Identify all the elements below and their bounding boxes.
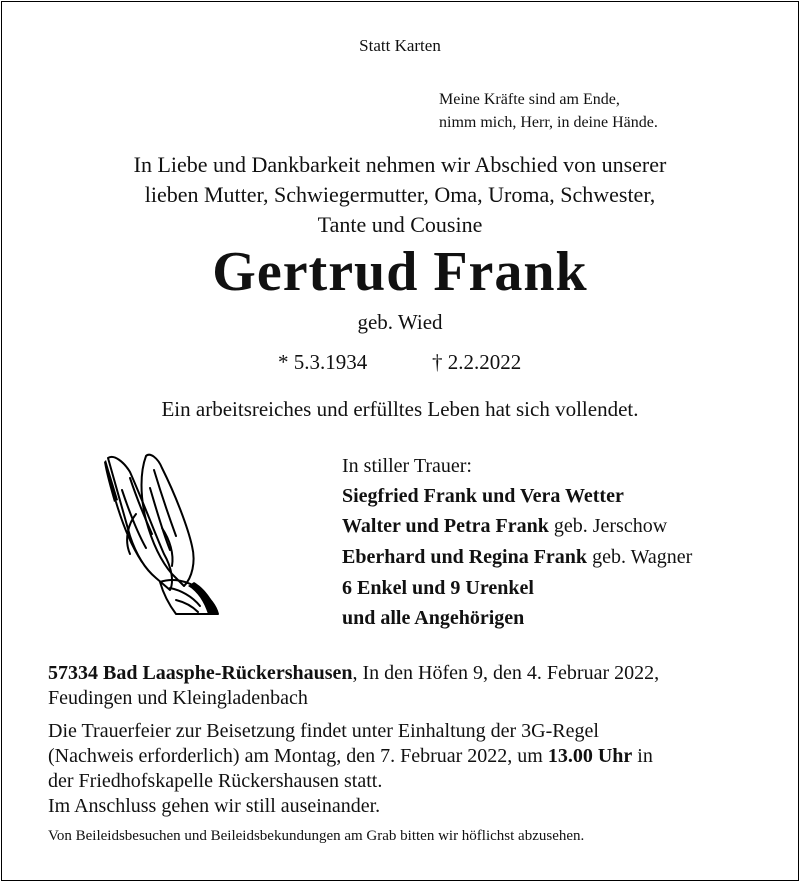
intro-line-2: lieben Mutter, Schwiegermutter, Oma, Uroma, Schwester,: [144, 182, 656, 207]
mourner-name: und alle Angehörigen: [342, 607, 525, 629]
mourner-line-3: [342, 546, 692, 569]
motto-line-1: Meine Kräfte sind am Ende,: [439, 91, 620, 108]
mourner-name: 6 Enkel und 9 Urenkel: [342, 577, 534, 599]
mourner-line-2: [342, 515, 667, 538]
ceremony-line-3: der Friedhofskapelle Rückershausen statt.: [48, 770, 383, 792]
address-rest: , In den Höfen 9, den 4. Februar 2022,: [352, 662, 660, 684]
mourner-suffix: geb. Jerschow: [548, 515, 668, 537]
mourner-name: Siegfried Frank und Vera Wetter: [342, 485, 624, 507]
praying-hands-icon: [100, 450, 228, 618]
footnote: Von Beileidsbesuchen und Beileidsbekundungen am Grab bitten wir höflichst abzusehen.: [48, 828, 585, 844]
mourners-heading: In stiller Trauer:: [342, 455, 472, 477]
ceremony-time: 13.00 Uhr: [547, 745, 633, 767]
ceremony-text: in: [632, 745, 653, 767]
ceremony-line-1: Die Trauerfeier zur Beisetzung findet unter Einhaltung der 3G-Regel: [48, 720, 599, 742]
ceremony-line-4: Im Anschluss gehen wir still auseinander.: [48, 795, 381, 817]
address-line-1: [48, 661, 659, 686]
header-text: Statt Karten: [359, 36, 441, 55]
death-date: † 2.2.2022: [432, 350, 522, 374]
intro-line-1: In Liebe und Dankbarkeit nehmen wir Abschied von unserer: [133, 152, 667, 177]
mourner-line-5: [342, 607, 524, 630]
motto-line-2: nimm mich, Herr, in deine Hände.: [439, 114, 658, 131]
address-place: 57334 Bad Laasphe-Rückershausen: [48, 662, 353, 684]
intro-line-3: Tante und Cousine: [317, 212, 483, 237]
ceremony-text: (Nachweis erforderlich) am Montag, den 7. Februar 2022, um: [48, 745, 548, 767]
mourner-suffix: geb. Wagner: [587, 546, 693, 568]
mourner-name: Walter und Petra Frank: [342, 515, 549, 537]
address-line-2: Feudingen und Kleingladenbach: [48, 687, 308, 709]
deceased-name: Gertrud Frank: [212, 241, 588, 303]
mourner-line-1: [342, 485, 624, 508]
birth-date: * 5.3.1934: [278, 350, 368, 374]
maiden-name: geb. Wied: [357, 310, 443, 334]
mourner-line-4: [342, 577, 534, 600]
mourner-name: Eberhard und Regina Frank: [342, 546, 588, 568]
closing-sentence: Ein arbeitsreiches und erfülltes Leben hat sich vollendet.: [161, 397, 639, 421]
ceremony-line-2: [48, 744, 653, 769]
